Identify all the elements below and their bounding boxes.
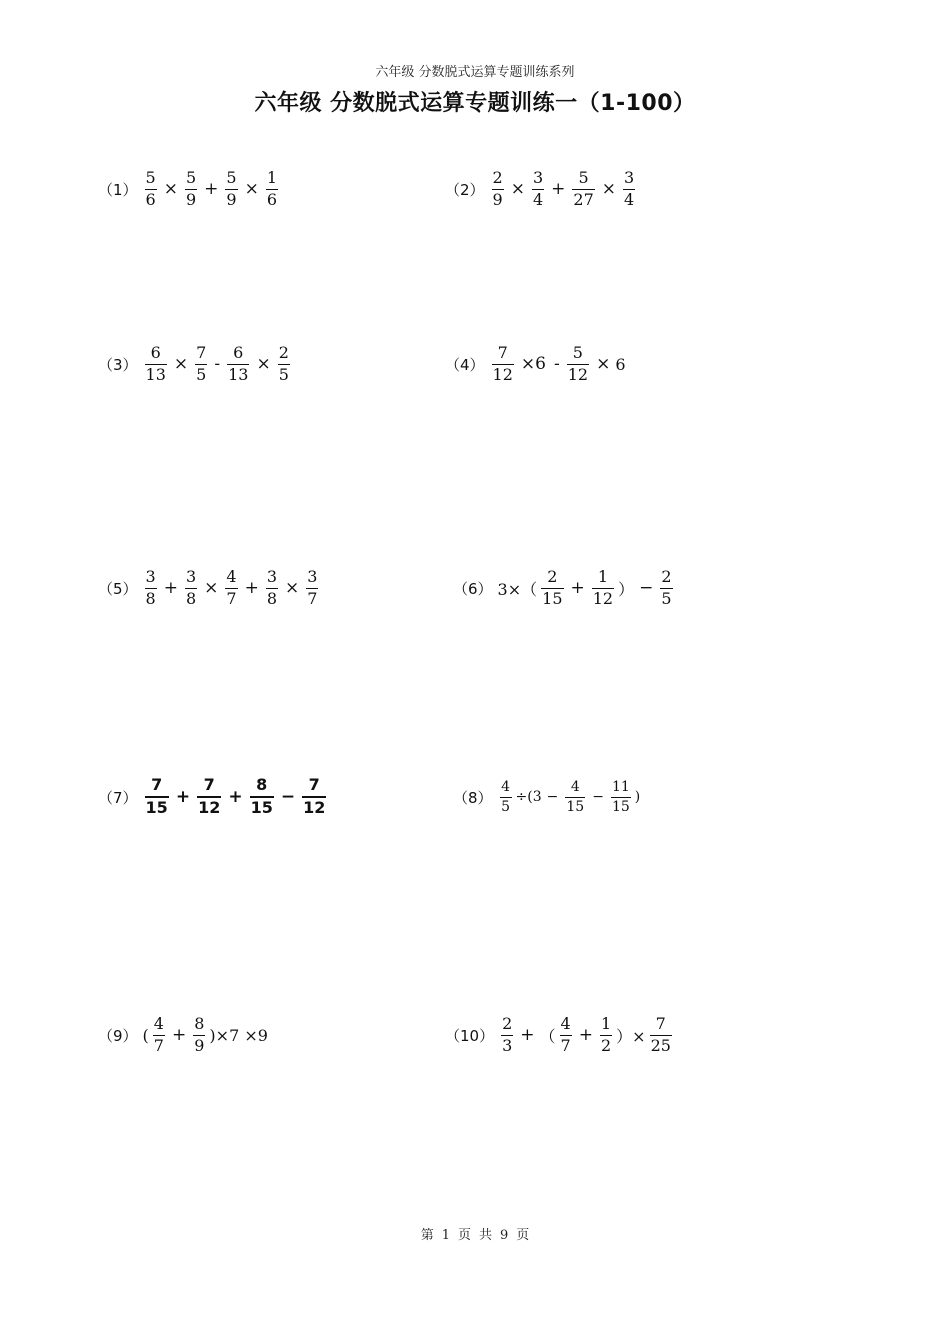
numerator: 5: [226, 167, 237, 187]
fraction: [195, 342, 207, 384]
denominator: 7: [153, 1035, 164, 1055]
denominator: 5: [278, 364, 289, 384]
operator: −: [639, 578, 654, 598]
denominator: 13: [145, 364, 166, 384]
page-total: 9: [500, 1228, 509, 1243]
numerator: 5: [145, 167, 156, 187]
numerator: 7: [196, 342, 207, 362]
denominator: 15: [566, 798, 585, 815]
expression-prefix: 3×（: [497, 579, 538, 599]
numerator: 3: [624, 167, 635, 187]
fraction: [492, 167, 504, 209]
close-paren: ): [634, 789, 641, 805]
problem-6: [453, 563, 676, 613]
fraction: [592, 566, 614, 608]
numerator: 4: [153, 1013, 164, 1033]
fraction: [250, 777, 274, 817]
fraction: [302, 777, 326, 817]
problem-4: [445, 339, 627, 389]
denominator: 9: [226, 189, 237, 209]
fraction: [660, 566, 672, 608]
fraction: [572, 167, 594, 209]
fraction: [611, 780, 631, 814]
denominator: 5: [661, 588, 672, 608]
denominator: 5: [501, 798, 510, 815]
numerator: 4: [560, 1013, 571, 1033]
footer-word: 页: [457, 1228, 471, 1243]
fraction: [278, 342, 290, 384]
operator: +: [570, 578, 585, 598]
numerator: 2: [492, 167, 503, 187]
numerator: 2: [502, 1013, 513, 1033]
close-paren: ）: [618, 579, 635, 599]
operator: ×: [596, 354, 611, 374]
numerator: 5: [572, 342, 583, 362]
fraction: [145, 566, 157, 608]
fraction: [153, 1013, 165, 1055]
denominator: 12: [198, 798, 221, 817]
denominator: 2: [600, 1035, 612, 1055]
problem-7: [98, 772, 329, 822]
denominator: 7: [307, 588, 318, 608]
denominator: 6: [145, 189, 156, 209]
fraction: [197, 777, 221, 817]
numerator: 7: [497, 342, 508, 362]
problem-3: [98, 339, 293, 389]
operator: +: [171, 1025, 187, 1045]
problem-label: （3）: [98, 355, 138, 374]
operator: −: [546, 789, 559, 805]
fraction: [600, 1013, 612, 1055]
denominator: 8: [145, 588, 156, 608]
problem-label: （9）: [98, 1026, 138, 1045]
operator: +: [163, 578, 178, 598]
numerator: 2: [661, 566, 672, 586]
open-paren: (: [142, 1025, 149, 1045]
operator: ×: [256, 354, 271, 374]
fraction: [225, 566, 237, 608]
problem-label: （8）: [453, 788, 493, 807]
denominator: 6: [266, 189, 278, 209]
page-number: 1: [441, 1228, 450, 1243]
problem-10: [445, 1010, 675, 1060]
fraction: [225, 167, 237, 209]
denominator: 15: [542, 588, 563, 608]
denominator: 15: [250, 798, 273, 817]
numerator: 2: [278, 342, 289, 362]
numerator: 4: [501, 778, 510, 795]
fraction: [193, 1013, 205, 1055]
denominator: 8: [266, 588, 278, 608]
problem-label: （7）: [98, 788, 138, 807]
fraction: [492, 342, 514, 384]
fraction: [266, 566, 278, 608]
fraction: [266, 167, 278, 209]
denominator: 7: [560, 1035, 571, 1055]
operator: ×: [204, 578, 219, 598]
numerator: 2: [547, 566, 558, 586]
fraction-bar: [500, 797, 512, 798]
operator: -: [214, 354, 221, 374]
denominator: 8: [185, 588, 197, 608]
fraction: [145, 777, 169, 817]
numerator: 6: [233, 342, 244, 362]
fraction: [532, 167, 544, 209]
operator: ÷(3: [515, 789, 542, 805]
numerator: 1: [597, 566, 609, 586]
operator: +: [204, 179, 219, 199]
numerator: 7: [203, 775, 215, 795]
denominator: 12: [492, 364, 513, 384]
denominator: 3: [502, 1035, 513, 1055]
numerator: 1: [266, 167, 278, 187]
denominator: 12: [303, 798, 326, 817]
page-title: 六年级 分数脱式运算专题训练一（1-100）: [254, 91, 696, 116]
problem-8: [453, 772, 641, 822]
fraction: [500, 780, 512, 814]
denominator: 9: [194, 1035, 205, 1055]
numerator: 5: [578, 167, 589, 187]
operator: ×: [285, 578, 300, 598]
operator: +: [578, 1025, 593, 1045]
footer-word: 共: [479, 1228, 493, 1243]
footer-word: 第: [420, 1228, 434, 1243]
denominator: 9: [492, 189, 503, 209]
numerator: 8: [256, 775, 268, 795]
denominator: 15: [611, 798, 630, 815]
denominator: 4: [624, 189, 635, 209]
problem-label: （1）: [98, 180, 138, 199]
fraction: [227, 342, 249, 384]
denominator: 25: [650, 1035, 671, 1055]
operator: −: [592, 789, 604, 805]
denominator: 12: [592, 588, 614, 608]
denominator: 13: [228, 364, 249, 384]
operator: -: [553, 354, 560, 374]
numerator: 7: [308, 775, 320, 795]
denominator: 9: [185, 189, 197, 209]
page-footer: [0, 1224, 950, 1243]
numerator: 4: [226, 566, 237, 586]
open-paren: （: [539, 1026, 556, 1046]
operator: +: [244, 578, 259, 598]
operator: ×: [510, 179, 525, 199]
problem-5: [98, 563, 321, 613]
fraction: [560, 1013, 572, 1055]
numerator: 8: [194, 1013, 205, 1033]
fraction: [567, 342, 589, 384]
denominator: 15: [145, 798, 168, 817]
fraction: [145, 167, 157, 209]
fraction: [185, 566, 197, 608]
numerator: 3: [145, 566, 156, 586]
close-paren: ）×: [616, 1026, 646, 1046]
numerator: 3: [532, 167, 544, 187]
numerator: 1: [600, 1013, 612, 1033]
problem-label: （10）: [445, 1026, 495, 1045]
numerator: 11: [611, 778, 630, 795]
operator: +: [175, 787, 191, 807]
problem-label: （4）: [445, 355, 485, 374]
problem-label: （6）: [453, 579, 493, 598]
fraction: [306, 566, 318, 608]
denominator: 27: [573, 189, 594, 209]
operator: ×: [173, 354, 189, 374]
integer: 6: [615, 354, 626, 374]
numerator: 3: [266, 566, 278, 586]
numerator: 3: [185, 566, 197, 586]
denominator: 5: [196, 364, 207, 384]
fraction-bar: [611, 797, 631, 798]
denominator: 12: [567, 364, 589, 384]
problem-2: [445, 164, 638, 214]
fraction: [541, 566, 563, 608]
fraction: [623, 167, 635, 209]
operator: +: [228, 787, 243, 807]
fraction: [145, 342, 167, 384]
problem-9: [98, 1010, 269, 1060]
denominator: 7: [226, 588, 237, 608]
series-header: 六年级 分数脱式运算专题训练系列: [375, 65, 575, 80]
fraction: [185, 167, 197, 209]
fraction: [650, 1013, 672, 1055]
footer-word: 页: [516, 1228, 530, 1243]
fraction: [501, 1013, 513, 1055]
problem-label: （5）: [98, 579, 138, 598]
fraction: [565, 780, 585, 814]
expression-suffix: )×7 ×9: [209, 1025, 268, 1045]
operator: ×: [244, 179, 259, 199]
operator: +: [551, 179, 566, 199]
operator: −: [280, 787, 296, 807]
operator: ×: [601, 179, 617, 199]
numerator: 3: [307, 566, 318, 586]
denominator: 4: [532, 189, 544, 209]
operator: ×: [163, 179, 178, 199]
problem-label: （2）: [445, 180, 485, 199]
numerator: 4: [570, 778, 580, 795]
numerator: 5: [185, 167, 197, 187]
operator: ×6: [520, 354, 546, 374]
operator: +: [520, 1025, 535, 1045]
fraction-bar: [565, 797, 585, 798]
numerator: 7: [655, 1013, 666, 1033]
problem-1: [98, 164, 281, 214]
numerator: 6: [150, 342, 161, 362]
numerator: 7: [151, 775, 163, 795]
